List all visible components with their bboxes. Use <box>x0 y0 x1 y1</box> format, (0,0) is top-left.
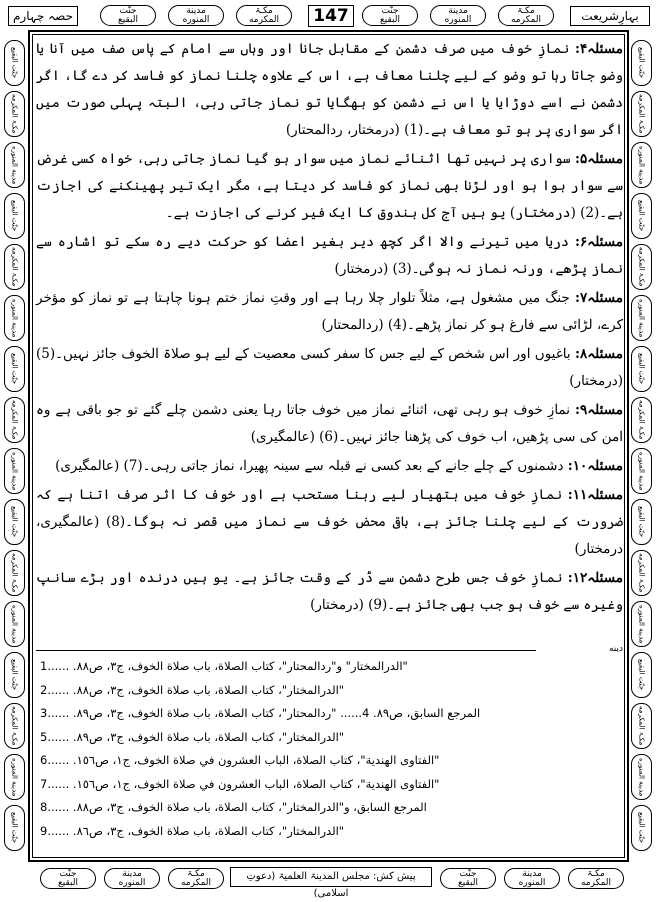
side-badge: مدينة المنوره <box>631 448 652 494</box>
footnote: 5...... "الدرالمختار"، كتاب الصلاة، باب صلاة الخوف، ج٣، ص٨٩. <box>40 729 345 744</box>
page-number: 147 <box>308 5 354 27</box>
separator-line <box>36 650 536 651</box>
publisher-credit: پیش کش: مجلس المدینۃ العلمیۃ (دعوتِ اسلامی) <box>230 867 432 887</box>
footer-badge: مدينة المنوره <box>104 868 160 889</box>
side-badge: مدينة المنوره <box>4 601 25 647</box>
masala-11: مسئلہ۱۱: نمازِ خوف میں ہتھیار لیے رہنا مستحب ہے اور خوف کا اثر صرف اتنا ہے کہ ضرورت کے لیے چلنا جائز ہے، باقی محض خوف سے نماز میں قصر نہ ہوگا۔(8) (عالمگیری، درمختار) <box>36 487 624 557</box>
header-badge: مکـۃ المكرمه <box>236 5 292 26</box>
side-badge: مکـۃ المكرمه <box>4 91 25 137</box>
section-title: حصہ چہارم <box>8 6 78 26</box>
side-badge: جنّت البقيع <box>631 499 652 545</box>
footnote: 9...... "الدرالمختار"، كتاب الصلاة، باب صلاة الخوف، ج٣، ص٨٦. <box>40 823 345 838</box>
side-badge: جنّت البقيع <box>4 652 25 698</box>
separator-mark: دينه <box>608 644 623 654</box>
masala-9: مسئلہ۹: نمازِ خوف ہو رہی تھی، اثنائے نماز میں خوف جاتا رہا یعنی دشمن چلے گئے تو جو باقی ہے وہ امن کی سی پڑھیں، اب خوف کی پڑھنا جائز نہیں۔(6) (عالمگیری) <box>36 402 623 445</box>
side-badge: مکـۃ المكرمه <box>4 244 25 290</box>
header-badge: مدينة المنوره <box>430 5 486 26</box>
book-title: بہارِشریعت <box>570 6 650 26</box>
footnote: 7...... "الفتاوى الهندية"، كتاب الصلاة، الباب العشرون في صلاة الخوف، ج١، ص١٥٦. <box>40 776 440 791</box>
masala-12: مسئلہ۱۲: نمازِ خوف جس طرح دشمن سے ڈر کے وقت جائز ہے۔ یو ہیں درندہ اور بڑے سانپ وغیرہ سے خوف ہو جب بھی جائز ہے۔(9) (درمختار) <box>36 570 623 613</box>
page-header <box>0 3 657 29</box>
side-badge: جنّت البقيع <box>631 193 652 239</box>
footer-badge: جنّت البقيع <box>40 868 96 889</box>
side-badge: مکـۃ المكرمه <box>631 91 652 137</box>
side-badge: مدينة المنوره <box>4 448 25 494</box>
side-badge: مکـۃ المكرمه <box>4 397 25 443</box>
side-badge: جنّت البقيع <box>631 40 652 86</box>
footnotes <box>40 655 610 843</box>
header-badge: جنّت البقيع <box>362 5 418 26</box>
masala-7: مسئلہ۷: جنگ میں مشغول ہے، مثلاً تلوار چلا رہا ہے اور وقتِ نماز ختم ہونا چاہتا ہے تو نماز کو مؤخر کرے، لڑائی سے فارغ ہو کر نماز پڑھے۔(4) (ردالمحتار) <box>36 290 623 333</box>
side-badge: مدينة المنوره <box>631 754 652 800</box>
footnote: 8...... المرجع السابق، و"الدرالمختار"، كتاب الصلاة، باب صلاة الخوف، ج٣، ص٨٨. <box>40 800 427 814</box>
header-badge: مکـۃ المكرمه <box>498 5 554 26</box>
masala-6: مسئلہ۶: دریا میں تیرنے والا اگر کچھ دیر بغیر اعضا کو حرکت دیے رہ سکے تو اشارہ سے نماز پڑھے، ورنہ نماز نہ ہوگی۔(3) (درمختار) <box>36 234 624 277</box>
side-badge: مکـۃ المكرمه <box>4 550 25 596</box>
page-footer <box>0 866 657 899</box>
side-badge: جنّت البقيع <box>631 652 652 698</box>
masala-10: مسئلہ۱۰: دشمنوں کے چلے جانے کے بعد کسی نے قبلہ سے سینہ پھیرا، نماز جاتی رہی۔(7) (عالمگیری) <box>55 458 623 474</box>
side-badge: جنّت البقيع <box>4 40 25 86</box>
side-badge: جنّت البقيع <box>4 346 25 392</box>
side-badge: مکـۃ المكرمه <box>631 244 652 290</box>
footnote: 1...... "الدرالمختار" و"ردالمحتار"، كتاب الصلاة، باب صلاة الخوف، ج٣، ص٨٨. <box>40 659 408 673</box>
side-badge: مدينة المنوره <box>631 601 652 647</box>
side-badge: مدينة المنوره <box>4 295 25 341</box>
side-badge: مکـۃ المكرمه <box>631 703 652 749</box>
side-badge: مدينة المنوره <box>4 754 25 800</box>
side-badge: مدينة المنوره <box>631 295 652 341</box>
side-badge: مکـۃ المكرمه <box>4 703 25 749</box>
right-border-decoration <box>630 34 654 858</box>
main-text <box>36 36 623 621</box>
side-badge: جنّت البقيع <box>631 805 652 851</box>
masala-4: مسئلہ۴: نمازِ خوف میں صرف دشمن کے مقابل جانا اور وہاں سے امام کے پاس صف میں آنا یا وضو جاتا رہا تو وضو کے لیے چلنا معاف ہے، اس کے علاوہ چلنا نماز کو فاسد کر دے گا، اگر دشمن نے اسے دوڑایا یا اس نے دشمن کو بھگایا تو نماز جاتی رہی، البتہ پہلی صورت میں اگر سواری پر ہو تو معاف ہے۔(1) (درمختار، ردالمحتار) <box>36 41 623 138</box>
footer-badge: مکـۃ المكرمه <box>168 868 224 889</box>
side-badge: مکـۃ المكرمه <box>631 397 652 443</box>
side-badge: مدينة المنوره <box>4 142 25 188</box>
side-badge: جنّت البقيع <box>4 193 25 239</box>
footer-badge: مدينة المنوره <box>504 868 560 889</box>
footer-badge: مکـۃ المكرمه <box>568 868 624 889</box>
side-badge: مدينة المنوره <box>631 142 652 188</box>
side-badge: مکـۃ المكرمه <box>631 550 652 596</box>
left-border-decoration <box>3 34 27 858</box>
side-badge: جنّت البقيع <box>4 499 25 545</box>
masala-5: مسئلہ۵: سواری پر نہیں تھا اثنائے نماز میں سوار ہو گیا نماز جاتی رہی، خواہ کسی غرض سے سوار ہوا ہو اور لڑنا بھی نماز کو فاسد کر دیتا ہے، مگر ایک تیر پھینکنے کی اجازت ہے۔(2) (درمختار) یو ہیں آج کل بندوق کا ایک فیر کرنے کی اجازت ہے۔ <box>36 151 623 221</box>
side-badge: جنّت البقيع <box>631 346 652 392</box>
header-badge: مدينة المنوره <box>168 5 224 26</box>
footnote: 3...... المرجع السابق، ص٨٩. 4...... "ردالمحتار"، كتاب الصلاة، باب صلاة الخوف، ج٣، ص٨٩. <box>40 706 481 720</box>
masala-8: مسئلہ۸: باغیوں اور اس شخص کے لیے جس کا سفر کسی معصیت کے لیے ہو صلاۃ الخوف جائز نہیں۔(5) (درمختار) <box>36 346 623 389</box>
footnote: 2...... "الدرالمختار"، كتاب الصلاة، باب صلاة الخوف، ج٣، ص٨٨. <box>40 682 345 697</box>
side-badge: جنّت البقيع <box>4 805 25 851</box>
footnote: 6...... "الفتاوى الهندية"، كتاب الصلاة، الباب العشرون في صلاة الخوف، ج١، ص١٥٦. <box>40 753 440 767</box>
header-badge: جنّت البقيع <box>100 5 156 26</box>
footer-badge: جنّت البقيع <box>440 868 496 889</box>
